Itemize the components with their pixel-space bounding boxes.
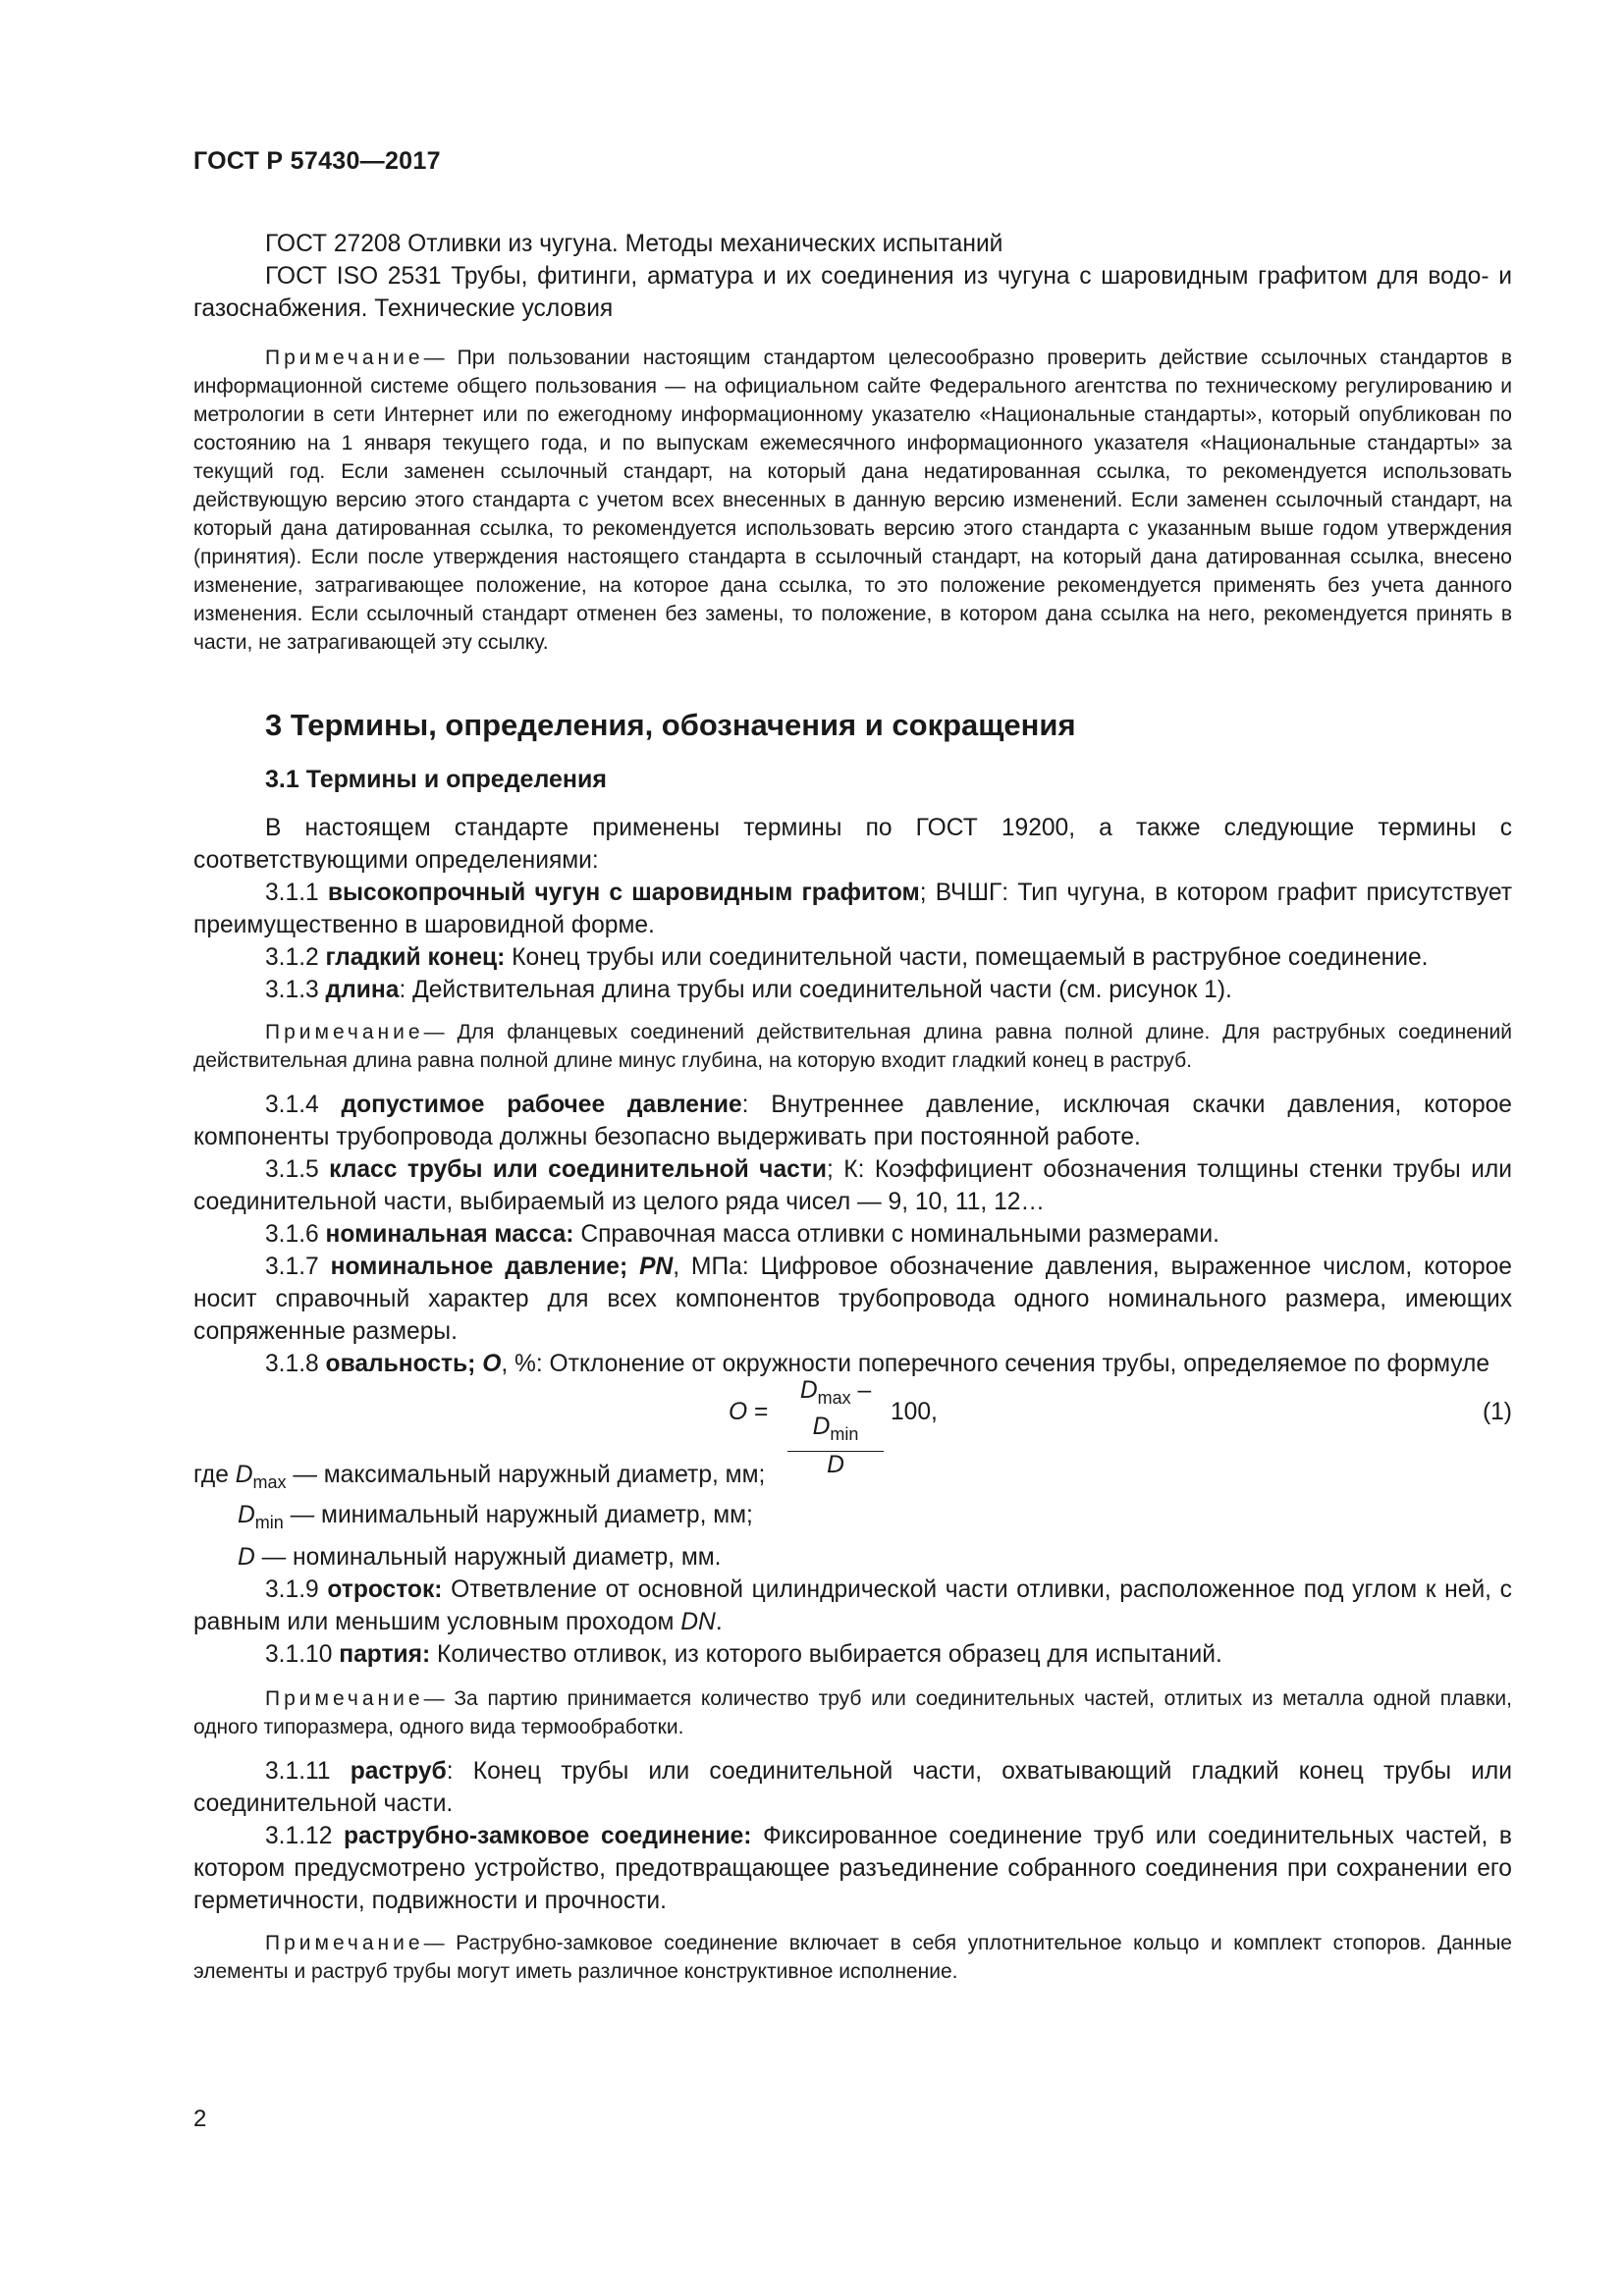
reference-gost-27208: ГОСТ 27208 Отливки из чугуна. Методы механических испытаний — [265, 231, 1003, 257]
term-3-1-10: 3.1.10 партия: Количество отливок, из которого выбирается образец для испытаний. — [265, 1640, 1222, 1668]
note-text: — При пользовании настоящим стандартом целесообразно проверить действие ссылочных стандартов в информационной системе общего пользования — на официальном сайте Федерального агентства по техническому регулированию и метрологии в сети Интернет или по ежегодному информационному указателю «Национальные стандарты», который опубликован по состоянию на 1 января текущего года, и по выпускам ежемесячного информационного указателя «Национальные стандарты» за текущий год. Если заменен ссылочный стандарт, на который дана недатированная ссылка, то рекомендуется использовать действующую версию этого стандарта с учетом всех внесенных в данную версию изменений. Если заменен ссылочный стандарт, на который дана датированная ссылка, то рекомендуется использовать версию этого стандарта с указанным выше годом утверждения (принятия). Если после утверждения настоящего стандарта в ссылочный стандарт, на который дана датированная ссылка, внесено изменение, затрагивающее положение, на которое дана ссылка, то это положение рекомендуется применять без учета данного изменения. Если ссылочный стандарт отменен без замены, то положение, в котором дана ссылка на него, рекомендуется принять в части, не затрагивающей эту ссылку. — [193, 347, 1512, 654]
term-3-1-2: 3.1.2 гладкий конец: Конец трубы или соединительной части, помещаемый в раструбное соединение. — [265, 944, 1429, 971]
term-name: допустимое рабочее давление — [341, 1092, 742, 1118]
term-symbol: DN — [680, 1608, 716, 1635]
term-name: партия: — [339, 1640, 431, 1668]
formula-numerator: $D_{max} - D_{min}$ — [787, 1376, 884, 1452]
formula-number: (1) — [1482, 1399, 1512, 1425]
note-label: Примечание — [265, 347, 424, 369]
term-3-1-11: 3.1.11 раструб: Конец трубы или соединительной части, охватывающий гладкий конец трубы или соединительной части. — [193, 1757, 1513, 1817]
where-d: D — номинальный наружный диаметр, мм. — [238, 1543, 722, 1571]
term-3-1-12: 3.1.12 раструбно-замковое соединение: Фиксированное соединение труб или соединительных частей, в котором предусмотрено устройство, предотвращающее разъединение собранного соединения при сохранении его герметичности, подвижности и прочности. — [193, 1822, 1512, 1914]
page-number: 2 — [193, 2106, 207, 2132]
reference-gost-iso-2531: ГОСТ ISO 2531 Трубы, фитинги, арматура и их соединения из чугуна с шаровидным графитом для водо- и газоснабжения. Технические условия — [193, 263, 1512, 322]
term-symbol: PN — [639, 1254, 674, 1280]
term-name: гладкий конец: — [325, 944, 506, 971]
formula-rhs: 100, — [891, 1399, 938, 1425]
term-name: номинальная масса: — [325, 1221, 574, 1248]
term-name: овальность; — [325, 1351, 476, 1377]
term-3-1-3: 3.1.3 длина: Действительная длина трубы или соединительной части (см. рисунок 1). — [265, 977, 1232, 1003]
term-name: номинальное давление; — [330, 1254, 628, 1280]
page-content — [193, 0, 1512, 1986]
note-term-3-1-10: Примечание— За партию принимается количество труб или соединительных частей, отлитых из металла одной плавки, одного типоразмера, одного вида термообработки. — [193, 1686, 1512, 1738]
term-name: высокопрочный чугун с шаровидным графитом — [327, 880, 920, 906]
note-label: Примечание — [265, 1931, 424, 1954]
note-term-3-1-12: Примечание— Раструбно-замковое соединение включает в себя уплотнительное кольцо и комплект стопоров. Данные элементы и раструб трубы могут иметь различное конструктивное исполнение. — [193, 1931, 1512, 1983]
section-3-title: 3 Термины, определения, обозначения и сокращения — [265, 708, 1076, 742]
term-name: длина — [325, 977, 400, 1003]
formula-denominator: D — [827, 1451, 844, 1478]
formula-lhs: O = — [729, 1399, 769, 1425]
term-3-1-8: 3.1.8 овальность; O, %: Отклонение от окружности поперечного сечения трубы, определяемое по формуле — [265, 1351, 1490, 1377]
term-name: раструб — [350, 1757, 447, 1785]
note-label: Примечание — [265, 1686, 424, 1710]
term-3-1-7: 3.1.7 номинальное давление; PN, МПа: Цифровое обозначение давления, выраженное числом, которое носит справочный характер для всех компонентов трубопровода одного номинального размера, имеющих сопряженные размеры. — [193, 1254, 1512, 1345]
document-header: ГОСТ Р 57430—2017 — [193, 147, 441, 175]
where-dmin: $D_{min}$ — минимальный наружный диаметр, мм; — [238, 1501, 753, 1532]
term-3-1-9: 3.1.9 отросток: Ответвление от основной цилиндрической части отливки, расположенное под углом к ней, с равным или меньшим условным проходом DN. — [193, 1575, 1512, 1635]
term-3-1-6: 3.1.6 номинальная масса: Справочная масса отливки с номинальными размерами. — [265, 1221, 1219, 1248]
term-symbol: O — [482, 1351, 502, 1377]
note-label: Примечание — [265, 1021, 424, 1043]
note-term-3-1-3: Примечание— Для фланцевых соединений действительная длина равна полной длине. Для раструбных соединений действительная длина равна полной длине минус глубина, на которую входит гладкий конец в раструб. — [193, 1021, 1512, 1072]
section-intro: В настоящем стандарте применены термины по ГОСТ 19200, а также следующие термины с соответствующими определениями: — [193, 815, 1512, 874]
where-dmax: где $D_{max}$ — максимальный наружный диаметр, мм; — [193, 1462, 766, 1492]
section-3-1-title: 3.1 Термины и определения — [265, 766, 607, 793]
term-3-1-4: 3.1.4 допустимое рабочее давление: Внутреннее давление, исключая скачки давления, которое компоненты трубопровода должны безопасно выдерживать при постоянной работе. — [193, 1092, 1512, 1150]
term-3-1-1: 3.1.1 высокопрочный чугун с шаровидным графитом; ВЧШГ: Тип чугуна, в котором графит присутствует преимущественно в шаровидной форме. — [193, 880, 1512, 938]
term-name: раструбно-замковое соединение: — [344, 1822, 752, 1849]
term-name: отросток: — [327, 1575, 443, 1603]
term-name: класс трубы или соединительной части — [329, 1156, 827, 1183]
formula-fraction — [787, 1376, 884, 1479]
note-references — [193, 344, 1512, 657]
term-3-1-5: 3.1.5 класс трубы или соединительной части; К: Коэффициент обозначения толщины стенки трубы или соединительной части, выбираемый из целого ряда чисел — 9, 10, 11, 12… — [193, 1156, 1512, 1215]
